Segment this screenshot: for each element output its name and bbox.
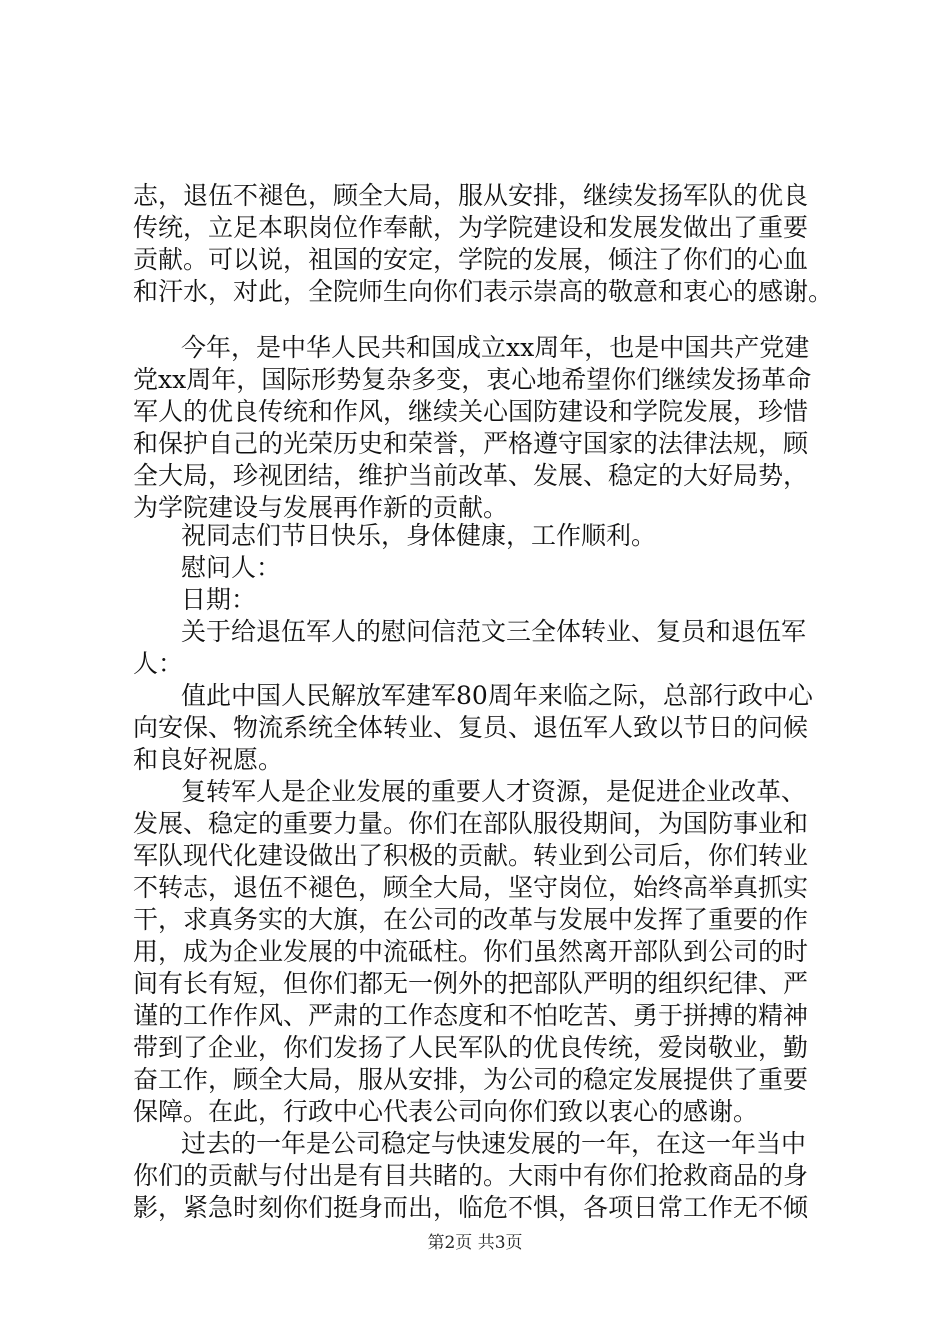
text-line: 为学院建设与发展再作新的贡献。: [133, 493, 509, 522]
text-line: 全大局，珍视团结，维护当前改革、发展、稳定的大好局势，: [133, 461, 809, 490]
text-line: 你们的贡献与付出是有目共睹的。大雨中有你们抢救商品的身: [133, 1161, 809, 1190]
text-line: 谨的工作作风、严肃的工作态度和不怕吃苦、勇于拼搏的精神: [133, 1001, 809, 1030]
text-line: 过去的一年是公司稳定与快速发展的一年，在这一年当中: [181, 1129, 807, 1158]
text-line: 日期：: [181, 585, 257, 614]
text-line: 复转军人是企业发展的重要人才资源，是促进企业改革、: [181, 777, 807, 806]
text-line: 军队现代化建设做出了积极的贡献。转业到公司后，你们转业: [133, 841, 809, 870]
text-line: 贡献。可以说，祖国的安定，学院的发展，倾注了你们的心血: [133, 245, 809, 274]
text-line: 值此中国人民解放军建军80周年来临之际，总部行政中心: [181, 681, 813, 710]
text-line: 奋工作，顾全大局，服从安排，为公司的稳定发展提供了重要: [133, 1065, 809, 1094]
text-line: 和保护自己的光荣历史和荣誉，严格遵守国家的法律法规，顾: [133, 429, 809, 458]
text-line: 传统，立足本职岗位作奉献，为学院建设和发展发做出了重要: [133, 213, 809, 242]
text-line: 关于给退伍军人的慰问信范文三全体转业、复员和退伍军: [181, 617, 807, 646]
text-line: 保障。在此，行政中心代表公司向你们致以衷心的感谢。: [133, 1097, 759, 1126]
text-line: 用，成为企业发展的中流砥柱。你们虽然离开部队到公司的时: [133, 937, 809, 966]
text-line: 发展、稳定的重要力量。你们在部队服役期间，为国防事业和: [133, 809, 809, 838]
page-footer: 第2页 共3页: [427, 1233, 523, 1253]
text-line: 间有长有短，但你们都无一例外的把部队严明的组织纪律、严: [133, 969, 809, 998]
text-line: 军人的优良传统和作风，继续关心国防建设和学院发展，珍惜: [133, 397, 809, 426]
text-line: 党xx周年，国际形势复杂多变，衷心地希望你们继续发扬革命: [133, 365, 812, 394]
text-line: 和汗水，对此，全院师生向你们表示崇高的敬意和衷心的感谢。: [133, 277, 834, 306]
text-line: 干，求真务实的大旗，在公司的改革与发展中发挥了重要的作: [133, 905, 809, 934]
text-line: 今年，是中华人民共和国成立xx周年，也是中国共产党建: [181, 333, 810, 362]
text-line: 不转志，退伍不褪色，顾全大局，坚守岗位，始终高举真抓实: [133, 873, 809, 902]
text-line: 志，退伍不褪色，顾全大局，服从安排，继续发扬军队的优良: [133, 181, 809, 210]
text-line: 向安保、物流系统全体转业、复员、退伍军人致以节日的问候: [133, 713, 809, 742]
text-line: 影，紧急时刻你们挺身而出，临危不惧，各项日常工作无不倾: [133, 1193, 809, 1222]
text-line: 人：: [133, 649, 184, 678]
text-line: 祝同志们节日快乐，身体健康，工作顺利。: [181, 521, 657, 550]
text-line: 带到了企业，你们发扬了人民军队的优良传统，爱岗敬业，勤: [133, 1033, 809, 1062]
text-line: 慰问人：: [181, 553, 282, 582]
text-line: 和良好祝愿。: [133, 745, 284, 774]
